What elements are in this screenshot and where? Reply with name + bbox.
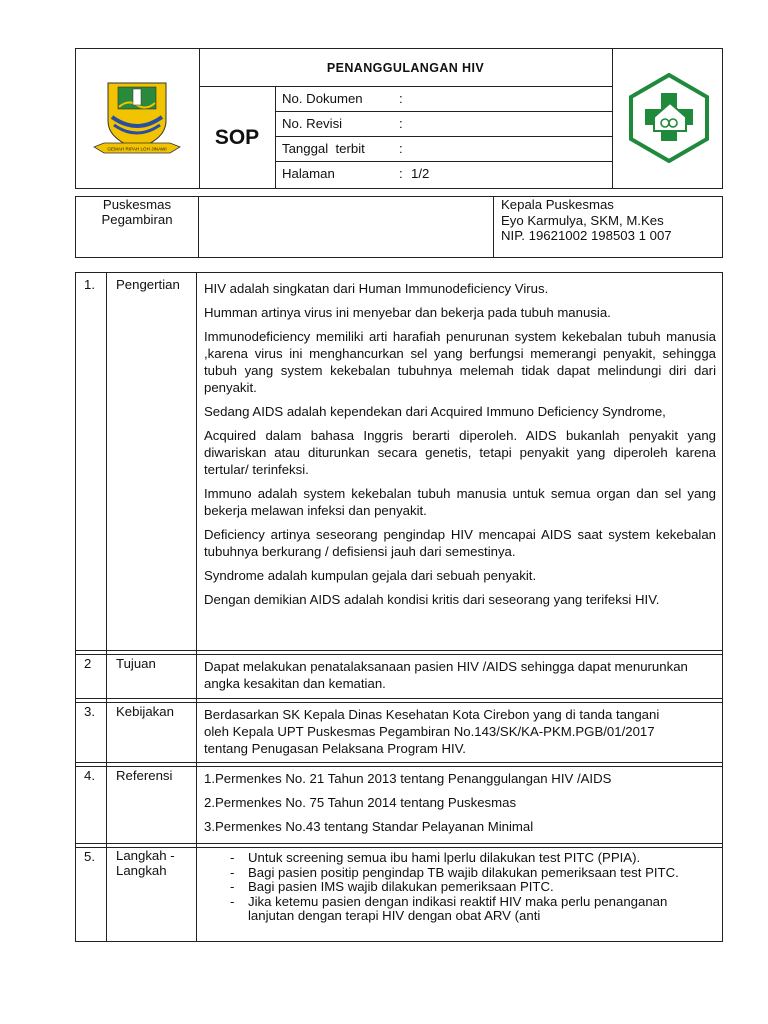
head-signature: [501, 197, 721, 244]
row-divider: [76, 698, 722, 699]
section-body-kebijakan: [204, 706, 674, 757]
header-divider: [612, 49, 613, 188]
section-body-langkah: [204, 851, 704, 941]
logo-motto: GEMAH RIPAH LOH JINAWI: [107, 146, 167, 152]
reference-item: 2.Permenkes No. 75 Tahun 2014 tentang Puskesmas: [204, 795, 517, 810]
info-divider: [493, 197, 494, 257]
section-label: [116, 848, 175, 878]
puskesmas-logo: [624, 73, 714, 163]
step-item: [204, 851, 704, 866]
section-number: 1.: [84, 277, 95, 292]
field-label: Tanggal terbit: [282, 141, 365, 156]
row-divider: [76, 843, 722, 844]
section-label: Kebijakan: [116, 704, 174, 719]
head-title: Kepala Puskesmas: [501, 197, 614, 212]
document-title-cell: [199, 49, 612, 86]
row-divider: [76, 654, 722, 655]
org-line: Pegambiran: [101, 212, 173, 227]
row-divider: [76, 766, 722, 767]
step-item: [204, 866, 704, 881]
section-number: 3.: [84, 704, 95, 719]
paragraph: Deficiency artinya seseorang pengindap HIV mencapai AIDS saat system kekebalan tubuhnya berkurang / defisiensi jauh dari semestinya.: [204, 527, 716, 559]
field-separator: :: [399, 116, 403, 131]
content-table: [75, 272, 723, 942]
dash-bullet: -: [230, 893, 235, 909]
field-label: No. Dokumen: [282, 91, 363, 106]
section-body-pengertian: [204, 280, 716, 615]
label-line: Langkah -: [116, 848, 175, 863]
step-text: Jika ketemu pasien dengan indikasi reaktif HIV maka perlu penanganan lanjutan dengan terapi HIV dengan obat ARV (anti: [248, 893, 668, 923]
column-divider: [196, 273, 197, 941]
reference-item: 3.Permenkes No.43 tentang Standar Pelayanan Minimal: [204, 819, 534, 834]
field-row-halaman: [275, 161, 612, 190]
section-label: Pengertian: [116, 277, 180, 292]
head-name: Eyo Karmulya, SKM, M.Kes: [501, 212, 664, 228]
field-label: No. Revisi: [282, 116, 343, 131]
paragraph: Syndrome adalah kumpulan gejala dari sebuah penyakit.: [204, 568, 537, 583]
field-row-no-revisi: [275, 111, 612, 136]
section-number: 2: [84, 656, 92, 671]
organization-name: [76, 197, 198, 227]
section-label: Tujuan: [116, 656, 156, 671]
steps-list: [204, 851, 704, 924]
paragraph: Berdasarkan SK Kepala Dinas Kesehatan Kota Cirebon yang di tanda tangani oleh Kepala UPT Puskesmas Pegambiran No.143/SK/KA-PKM.PGB/01/2017 tentang Penugasan Pelaksana Program HIV.: [204, 707, 660, 756]
field-row-tanggal-terbit: [275, 136, 612, 161]
label-line: Langkah: [116, 863, 167, 878]
section-number: 5.: [84, 849, 95, 864]
dash-bullet: -: [230, 864, 235, 880]
paragraph: Acquired dalam bahasa Inggris berarti diperoleh. AIDS bukanlah penyakit yang diwariskan atau diturunkan secara genetis, tetapi penyakit yang diperoleh karena tertular/ terinfeksi.: [204, 428, 716, 477]
field-value: 1/2: [411, 166, 430, 181]
step-item: [204, 880, 704, 895]
field-label: Halaman: [282, 166, 335, 181]
sop-cell: [199, 86, 275, 190]
paragraph: Humman artinya virus ini menyebar dan bekerja pada tubuh manusia.: [204, 305, 611, 320]
step-item: [204, 895, 704, 924]
section-body-referensi: [204, 770, 716, 835]
document-title: PENANGGULANGAN HIV: [326, 60, 485, 75]
paragraph: Dengan demikian AIDS adalah kondisi kritis dari seseorang yang terifeksi HIV.: [204, 592, 660, 607]
paragraph: Dapat melakukan penatalaksanaan pasien HIV /AIDS sehingga dapat menurunkan angka kesakitan dan kematian.: [204, 659, 688, 691]
section-label: Referensi: [116, 768, 173, 783]
paragraph: Sedang AIDS adalah kependekan dari Acquired Immuno Deficiency Syndrome,: [204, 404, 666, 419]
sop-label: SOP: [214, 126, 260, 149]
city-crest-logo: [88, 77, 186, 161]
field-separator: :: [399, 91, 403, 106]
step-text: Bagi pasien positip pengindap TB wajib dilakukan pemeriksaan test PITC.: [248, 864, 679, 880]
row-divider: [76, 762, 722, 763]
field-separator: :: [399, 141, 403, 156]
paragraph: Immuno adalah system kekebalan tubuh manusia untuk semua organ dan sel yang bekerja melawan infeksi dan penyakit.: [204, 486, 716, 518]
step-text: Bagi pasien IMS wajib dilakukan pemeriksaan PITC.: [248, 879, 554, 894]
document-header: [75, 48, 723, 189]
column-divider: [106, 273, 107, 941]
paragraph: HIV adalah singkatan dari Human Immunodeficiency Virus.: [204, 281, 549, 296]
info-block: [75, 196, 723, 258]
dash-bullet: -: [230, 879, 235, 894]
info-divider: [198, 197, 199, 257]
dash-bullet: -: [230, 851, 235, 865]
field-separator: :: [399, 166, 403, 181]
section-body-tujuan: [204, 658, 716, 692]
field-row-no-dokumen: [275, 86, 612, 111]
section-number: 4.: [84, 768, 95, 783]
paragraph: Immunodeficiency memiliki arti harafiah penurunan system kekebalan tubuh manusia ,karena virus ini menghancurkan sel yang berfungsi memerangi penyakit, sehingga tubuh yang system kekebalan tubuhnya melemah tidak dapat melindungi diri dari penyakit.: [204, 329, 716, 395]
reference-item: 1.Permenkes No. 21 Tahun 2013 tentang Penanggulangan HIV /AIDS: [204, 771, 612, 786]
step-text: Untuk screening semua ibu hami lperlu dilakukan test PITC (PPIA).: [248, 851, 641, 865]
row-divider: [76, 650, 722, 651]
head-nip: NIP. 19621002 198503 1 007: [501, 228, 672, 243]
org-line: Puskesmas: [102, 197, 172, 212]
